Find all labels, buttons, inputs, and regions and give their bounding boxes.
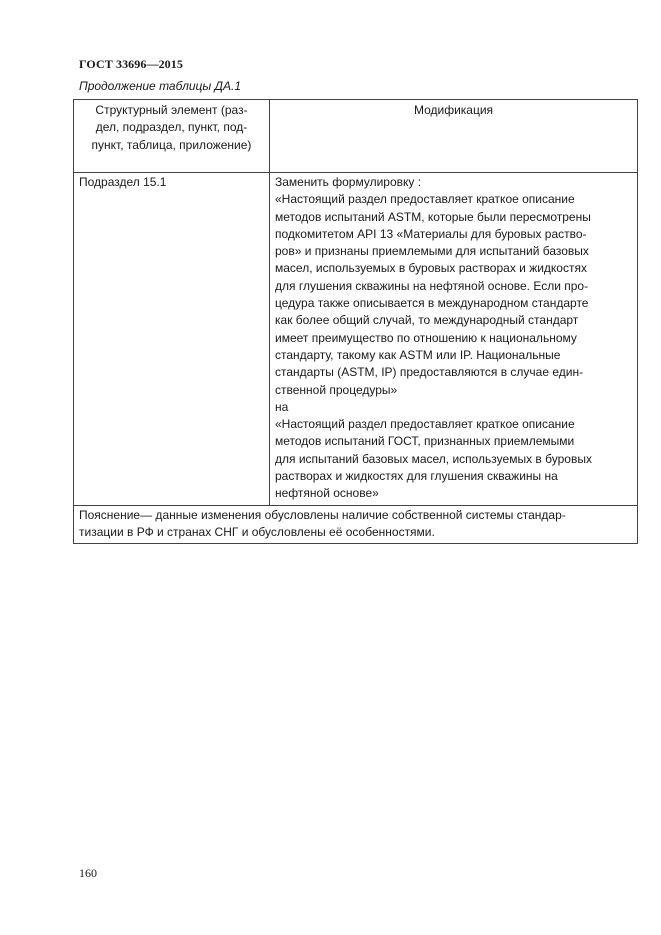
cell-note (74, 505, 638, 544)
modification-table (73, 99, 638, 544)
note-line: тизации в РФ и странах СНГ и обусловлены её особенностями. (79, 524, 435, 539)
table-caption: Продолжение таблицы ДА.1 (79, 79, 242, 93)
header-line: дел, подраздел, пункт, под- (95, 120, 248, 135)
modification-line: стандарту, такому как ASTM или IP. Национальные (275, 347, 561, 362)
modification-line: «Настоящий раздел предоставляет краткое описание (275, 417, 575, 432)
modification-line: стандарты (ASTM, IP) предоставляются в случае един- (275, 365, 584, 380)
document-code: ГОСТ 33696—2015 (79, 57, 183, 71)
modification-line: для глушения скважины на нефтяной основе. Если про- (275, 278, 589, 293)
modification-line: как более общий случай, то международный стандарт (275, 313, 579, 328)
modification-line: растворах и жидкостях для глушения скважины на (275, 469, 558, 484)
header-line: пункт, таблица, приложение) (91, 137, 252, 152)
header-structural-element (74, 100, 270, 173)
note-line: Пояснение— данные изменения обусловлены наличие собственной системы стандар- (79, 507, 566, 522)
page-number: 160 (79, 866, 97, 880)
header-line: Структурный элемент (раз- (95, 103, 248, 117)
cell-element: Подраздел 15.1 (74, 173, 270, 506)
modification-line: ственной процедуры» (275, 382, 398, 397)
modification-line: для испытаний базовых масел, используемых в буровых (275, 451, 592, 466)
header-modification: Модификация (270, 100, 638, 173)
modification-line: подкомитетом API 13 «Материалы для буровых раство- (275, 226, 587, 241)
modification-line: ров» и признаны приемлемыми для испытаний базовых (275, 244, 589, 259)
table-row (74, 173, 638, 506)
table-header-row (74, 100, 638, 173)
table-note-row (74, 505, 638, 544)
modification-line: нефтяной основе» (275, 486, 379, 501)
modification-line: методов испытаний ASTM, которые были пересмотрены (275, 209, 591, 224)
modification-line: методов испытаний ГОСТ, признанных приемлемыми (275, 434, 575, 449)
modification-line: имеет преимущество по отношению к национальному (275, 330, 577, 345)
modification-line: «Настоящий раздел предоставляет краткое описание (275, 192, 575, 207)
modification-line: Заменить формулировку : (275, 175, 422, 189)
cell-modification (270, 173, 638, 506)
modification-line: на (275, 399, 289, 414)
modification-line: цедура также описывается в международном стандарте (275, 296, 589, 311)
modification-line: масел, используемых в буровых растворах и жидкостях (275, 261, 587, 276)
